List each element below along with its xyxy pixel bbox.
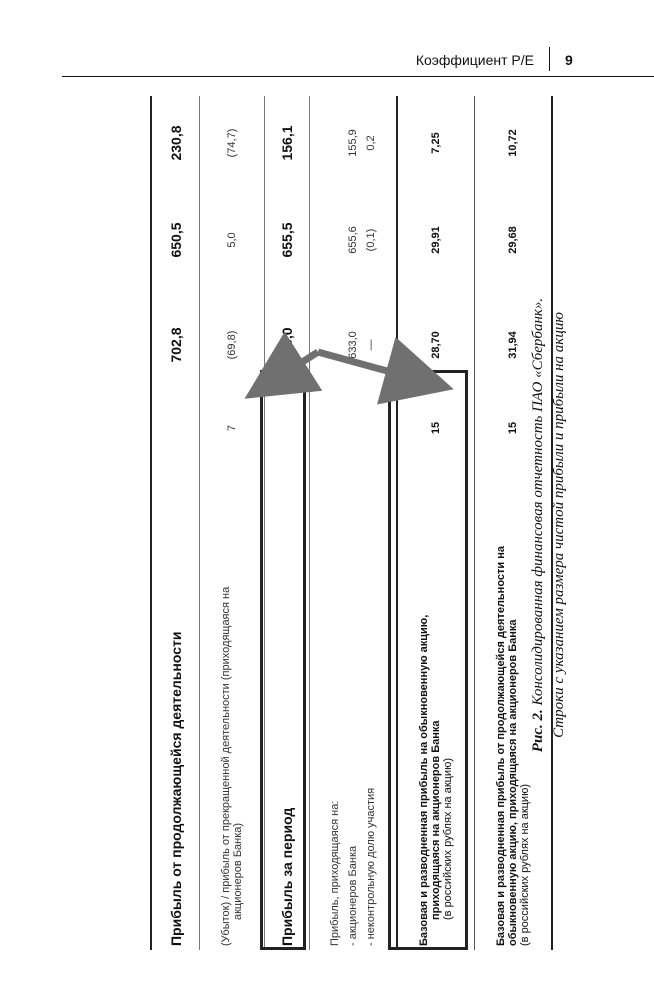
value-cell: 7,25 — [397, 96, 475, 190]
value-line: 655,6 — [347, 226, 359, 254]
caption-text: Консолидированная финансовая отчетность ПАО «Сбербанк». — [530, 297, 546, 710]
row-label-line: (в российских рублях на акцию) — [442, 758, 454, 920]
row-label-line: Базовая и разводненная прибыль от продолжающейся деятельности на — [495, 546, 507, 946]
running-header — [0, 0, 654, 80]
caption-line-2: Строки с указанием размера чистой прибыли и прибыли на акцию — [551, 312, 567, 738]
value-cell: 29,91 — [397, 190, 475, 290]
value-cell: 29,68 — [475, 190, 553, 290]
row-label: Прибыль от продолжающейся деятельности — [151, 456, 200, 950]
arrow-to-period-value — [274, 352, 318, 380]
value-line: 0,2 — [365, 135, 377, 151]
value-cell: 230,8 — [151, 96, 200, 190]
value-line: (0,1) — [365, 228, 377, 252]
row-label-line: Прибыль, приходящаяся на: — [329, 800, 341, 946]
value-cell: 650,5 — [151, 190, 200, 290]
value-cell: 28,70 — [397, 290, 475, 400]
row-note: 7 — [200, 400, 265, 456]
value-cell: 5,0 — [200, 190, 265, 290]
row-label-line: акционеров Банка) — [232, 822, 244, 920]
arrow-to-eps-value — [318, 352, 420, 380]
value-cell: 31,94 — [475, 290, 553, 400]
caption-prefix: Рис. 2. — [530, 709, 546, 753]
rotated-figure-content — [150, 100, 590, 950]
value-cell: (74,7) — [200, 96, 265, 190]
running-header-title: Коэффициент Р/Е — [415, 52, 534, 68]
row-note: 15 — [397, 400, 475, 456]
caption-line-1 — [528, 100, 549, 950]
value-cell: 633,0 — [265, 290, 310, 400]
figure — [150, 100, 590, 950]
header-rule — [62, 76, 654, 77]
row-label-line: (Убыток) / прибыль от прекращенной деятельности (приходящаяся на — [220, 586, 232, 946]
value-cell: 10,72 — [475, 96, 553, 190]
header-separator — [549, 47, 550, 71]
annotation-arrows — [150, 100, 590, 950]
row-label-line: (в российских рублях на акцию) — [519, 784, 531, 946]
value-cell: 702,8 — [151, 290, 200, 400]
value-line: 155,9 — [347, 129, 359, 157]
row-label-line: - акционеров Банка — [347, 845, 359, 946]
value-cell: (69,8) — [200, 290, 265, 400]
row-label-line: Базовая и разводненная прибыль на обыкновенную акцию, — [418, 614, 430, 946]
value-line: — — [365, 339, 377, 351]
row-label-line: - неконтрольную долю участия — [365, 787, 377, 946]
row-label: Прибыль за период — [265, 456, 310, 950]
value-line: 633,0 — [347, 331, 359, 359]
row-label-line: приходящаяся на акционеров Банка — [430, 720, 442, 920]
value-cell: 156,1 — [265, 96, 310, 190]
value-cell: 655,5 — [265, 190, 310, 290]
row-note: 15 — [475, 400, 553, 456]
page-number: 9 — [565, 52, 573, 68]
row-label-line: обыкновенную акцию, приходящаяся на акционеров Банка — [507, 619, 519, 946]
figure-caption — [528, 100, 570, 950]
